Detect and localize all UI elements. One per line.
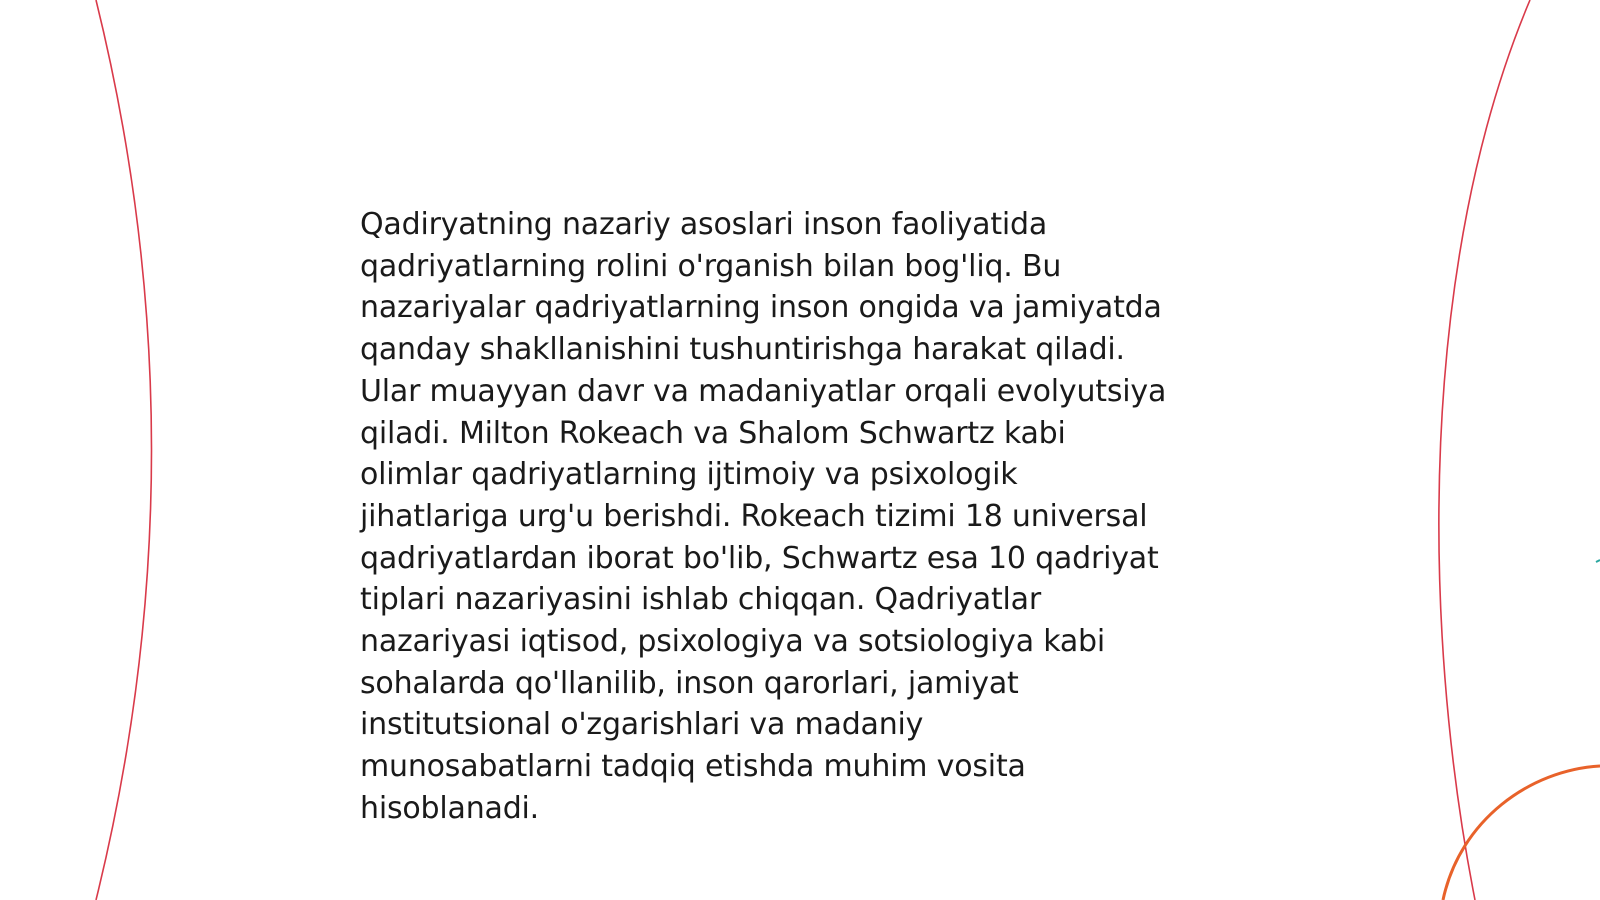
right-curve-line: [1439, 0, 1530, 900]
teal-accent-mark: [1596, 560, 1600, 562]
left-curve-line: [96, 0, 152, 900]
slide-body-text: Qadiryatning nazariy asoslari inson faoliyatida qadriyatlarning rolini o'rganish bilan bog'liq. Bu nazariyalar qadriyatlarning inson ongida va jamiyatda qanday shakllanishini tushuntirishga harakat qiladi. Ular muayyan davr va madaniyatlar orqali evolyutsiya qiladi. Milton Rokeach va Shalom Schwartz kabi olimlar qadriyatlarning ijtimoiy va psixologik jihatlariga urg'u berishdi. Rokeach tizimi 18 universal qadriyatlardan iborat bo'lib, Schwartz esa 10 qadriyat tiplari nazariyasini ishlab chiqqan. Qadriyatlar nazariyasi iqtisod, psixologiya va sotsiologiya kabi sohalarda qo'llanilib, inson qarorlari, jamiyat institutsional o'zgarishlari va madaniy munosabatlarni tadqiq etishda muhim vosita hisoblanadi.: [360, 207, 1167, 826]
orange-arc: [1443, 766, 1600, 900]
